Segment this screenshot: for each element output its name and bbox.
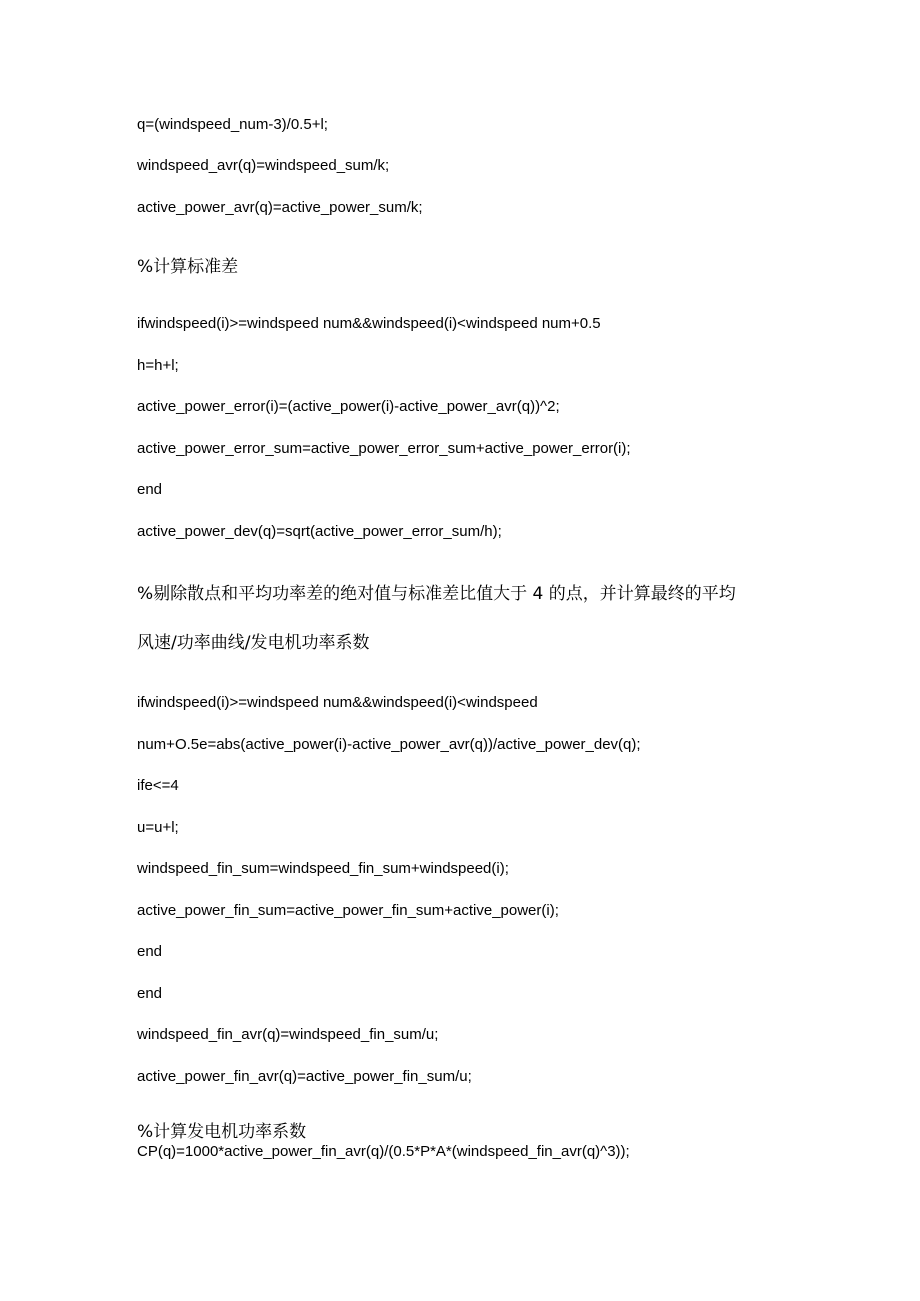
code-line-windspeed-fin-sum: windspeed_fin_sum=windspeed_fin_sum+windspeed(i); — [137, 860, 509, 877]
comment-heading-power-coefficient: %计算发电机功率系数 — [137, 1122, 307, 1142]
code-line-active-power-error-sum: active_power_error_sum=active_power_error_sum+active_power_error(i); — [137, 440, 631, 457]
code-line-u-increment: u=u+l; — [137, 819, 179, 836]
comment-heading-remove-outliers-cont: 风速/功率曲线/发电机功率系数 — [137, 633, 370, 653]
code-line-if-e-le-4: ife<=4 — [137, 777, 179, 794]
code-line-if-windspeed-range: ifwindspeed(i)>=windspeed num&&windspeed(i)<windspeed num+0.5 — [137, 315, 601, 332]
code-line-active-power-fin-avr: active_power_fin_avr(q)=active_power_fin_sum/u; — [137, 1068, 472, 1085]
code-line-if-windspeed-range-2: ifwindspeed(i)>=windspeed num&&windspeed(i)<windspeed — [137, 694, 538, 711]
code-line-e-ratio: num+O.5e=abs(active_power(i)-active_power_avr(q))/active_power_dev(q); — [137, 736, 641, 753]
code-line-windspeed-avr: windspeed_avr(q)=windspeed_sum/k; — [137, 157, 390, 174]
comment-heading-remove-outliers: %剔除散点和平均功率差的绝对值与标准差比值大于 4 的点，并计算最终的平均 — [137, 584, 736, 604]
code-line-windspeed-fin-avr: windspeed_fin_avr(q)=windspeed_fin_sum/u; — [137, 1026, 439, 1043]
code-line-q-index: q=(windspeed_num-3)/0.5+l; — [137, 116, 328, 133]
code-line-active-power-error: active_power_error(i)=(active_power(i)-active_power_avr(q))^2; — [137, 398, 560, 415]
code-line-h-increment: h=h+l; — [137, 357, 179, 374]
code-line-active-power-avr: active_power_avr(q)=active_power_sum/k; — [137, 199, 423, 216]
code-line-active-power-dev: active_power_dev(q)=sqrt(active_power_error_sum/h); — [137, 523, 502, 540]
code-line-end-inner: end — [137, 943, 163, 960]
code-line-end-outer: end — [137, 985, 163, 1002]
code-line-end: end — [137, 481, 163, 498]
code-line-cp-formula: CP(q)=1000*active_power_fin_avr(q)/(0.5*P*A*(windspeed_fin_avr(q)^3)); — [137, 1143, 630, 1160]
comment-heading-std-dev: %计算标准差 — [137, 257, 239, 277]
code-line-active-power-fin-sum: active_power_fin_sum=active_power_fin_sum+active_power(i); — [137, 902, 559, 919]
